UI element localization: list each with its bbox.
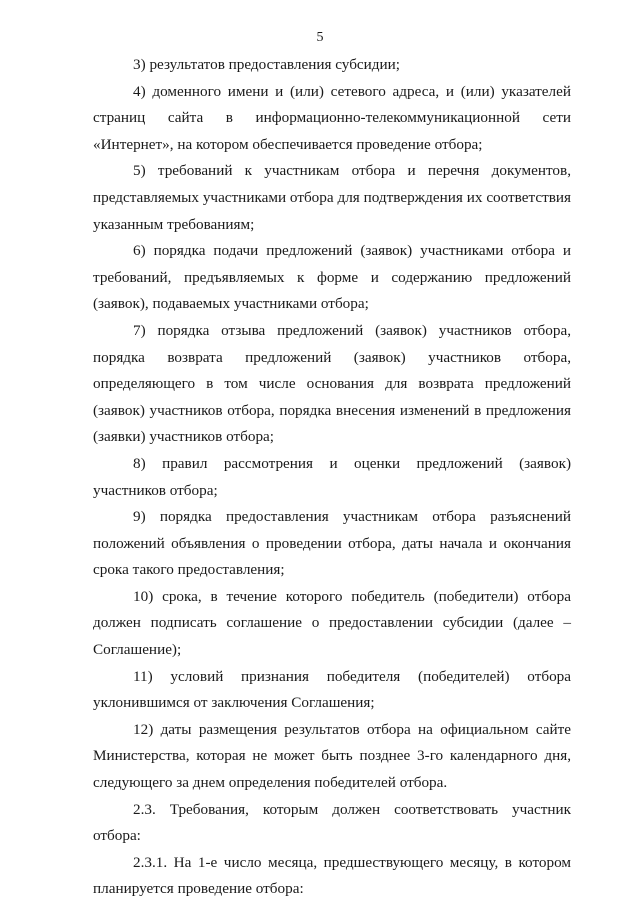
section-2-3-heading: 2.3. Требования, которым должен соответствовать участник отбора: <box>93 800 571 845</box>
paragraph-item-7: 7) порядка отзыва предложений (заявок) участников отбора, порядка возврата предложений (заявок) участников отбора, определяющего в том числе основания для возврата предложений (заявок) участников отбора, порядка внесения изменений в предложения (заявки) участников отбора; <box>93 321 571 446</box>
paragraph-item-9: 9) порядка предоставления участникам отбора разъяснений положений объявления о проведении отбора, даты начала и окончания срока такого предоставления; <box>93 508 571 579</box>
paragraph-item-3: 3) результатов предоставления субсидии; <box>133 56 400 73</box>
paragraph-item-4: 4) доменного имени и (или) сетевого адреса, и (или) указателей страниц сайта в информационно-телекоммуникационной сети «Интернет», на котором обеспечивается проведение отбора; <box>93 82 571 153</box>
paragraph-item-5: 5) требований к участникам отбора и перечня документов, представляемых участниками отбора для подтверждения их соответствия указанным требованиям; <box>93 162 571 233</box>
page-number: 5 <box>316 30 324 45</box>
paragraph-item-10: 10) срока, в течение которого победитель (победители) отбора должен подписать соглашение о предоставлении субсидии (далее – Соглашение); <box>93 587 571 659</box>
paragraph-item-6: 6) порядка подачи предложений (заявок) участниками отбора и требований, предъявляемых к форме и содержанию предложений (заявок), подаваемых участниками отбора; <box>93 242 571 313</box>
paragraph-item-12: 12) даты размещения результатов отбора на официальном сайте Министерства, которая не может быть позднее 3-го календарного дня, следующего за днем определения победителей отбора. <box>93 720 571 792</box>
paragraph-item-11: 11) условий признания победителя (победителей) отбора уклонившимся от заключения Соглашения; <box>93 667 571 712</box>
document-body <box>93 52 571 903</box>
paragraph-item-8: 8) правил рассмотрения и оценки предложений (заявок) участников отбора; <box>93 454 571 499</box>
section-2-3-1-text: 2.3.1. На 1-е число месяца, предшествующего месяцу, в котором планируется проведение отбора: <box>93 853 571 898</box>
